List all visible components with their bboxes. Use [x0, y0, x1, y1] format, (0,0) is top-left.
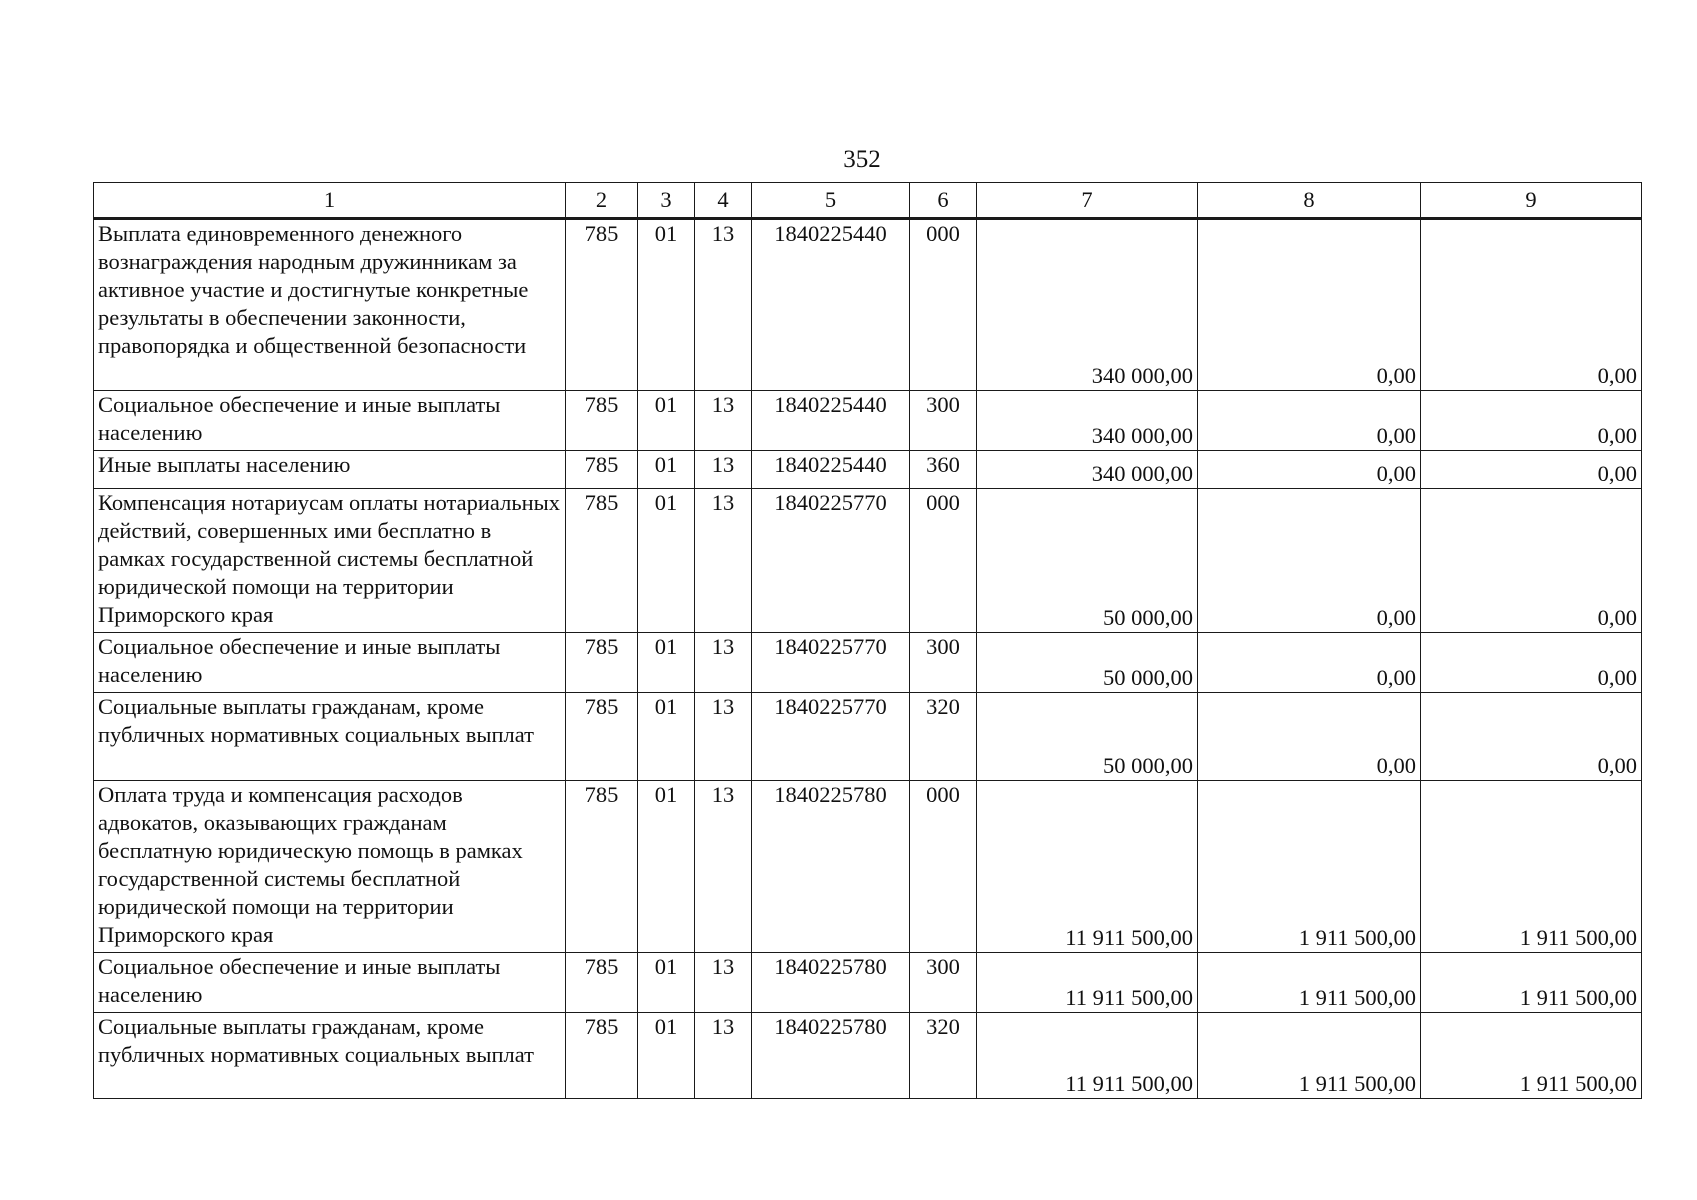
grbs-code: 785 — [566, 1013, 638, 1099]
table-row — [94, 489, 1642, 633]
expense-type-code: 300 — [910, 391, 977, 451]
subsection-code: 13 — [695, 451, 752, 489]
amount-col8: 1 911 500,00 — [1198, 781, 1421, 953]
expense-type-code: 300 — [910, 633, 977, 693]
grbs-code: 785 — [566, 693, 638, 781]
column-header: 9 — [1421, 183, 1642, 219]
expense-type-code: 000 — [910, 219, 977, 391]
expense-type-code: 300 — [910, 953, 977, 1013]
subsection-code: 13 — [695, 633, 752, 693]
column-header: 5 — [752, 183, 910, 219]
subsection-code: 13 — [695, 1013, 752, 1099]
grbs-code: 785 — [566, 391, 638, 451]
grbs-code: 785 — [566, 451, 638, 489]
amount-col7: 11 911 500,00 — [977, 1013, 1198, 1099]
target-article-code: 1840225440 — [752, 391, 910, 451]
target-article-code: 1840225770 — [752, 633, 910, 693]
amount-col7: 50 000,00 — [977, 489, 1198, 633]
subsection-code: 13 — [695, 781, 752, 953]
page-number: 352 — [843, 146, 881, 173]
amount-col9: 0,00 — [1421, 693, 1642, 781]
grbs-code: 785 — [566, 953, 638, 1013]
grbs-code: 785 — [566, 781, 638, 953]
amount-col8: 0,00 — [1198, 451, 1421, 489]
subsection-code: 13 — [695, 693, 752, 781]
budget-table — [93, 182, 1642, 1099]
section-code: 01 — [638, 953, 695, 1013]
expense-type-code: 000 — [910, 489, 977, 633]
expense-name: Иные выплаты населению — [94, 451, 566, 489]
target-article-code: 1840225440 — [752, 451, 910, 489]
section-code: 01 — [638, 633, 695, 693]
amount-col9: 1 911 500,00 — [1421, 781, 1642, 953]
expense-name: Социальные выплаты гражданам, кроме публичных нормативных социальных выплат — [94, 693, 566, 781]
column-header: 3 — [638, 183, 695, 219]
amount-col7: 340 000,00 — [977, 451, 1198, 489]
section-code: 01 — [638, 489, 695, 633]
section-code: 01 — [638, 451, 695, 489]
amount-col8: 1 911 500,00 — [1198, 953, 1421, 1013]
table-row — [94, 1013, 1642, 1099]
expense-name: Социальные выплаты гражданам, кроме публичных нормативных социальных выплат — [94, 1013, 566, 1099]
grbs-code: 785 — [566, 489, 638, 633]
amount-col9: 0,00 — [1421, 219, 1642, 391]
table-row — [94, 633, 1642, 693]
amount-col7: 340 000,00 — [977, 219, 1198, 391]
subsection-code: 13 — [695, 953, 752, 1013]
expense-type-code: 360 — [910, 451, 977, 489]
table-row — [94, 451, 1642, 489]
amount-col9: 0,00 — [1421, 489, 1642, 633]
table-row — [94, 693, 1642, 781]
expense-name: Социальное обеспечение и иные выплаты населению — [94, 953, 566, 1013]
amount-col7: 50 000,00 — [977, 693, 1198, 781]
amount-col9: 0,00 — [1421, 391, 1642, 451]
target-article-code: 1840225770 — [752, 489, 910, 633]
amount-col9: 0,00 — [1421, 451, 1642, 489]
column-header: 2 — [566, 183, 638, 219]
section-code: 01 — [638, 781, 695, 953]
amount-col7: 340 000,00 — [977, 391, 1198, 451]
amount-col9: 1 911 500,00 — [1421, 953, 1642, 1013]
column-header: 7 — [977, 183, 1198, 219]
amount-col7: 11 911 500,00 — [977, 781, 1198, 953]
column-header: 4 — [695, 183, 752, 219]
section-code: 01 — [638, 219, 695, 391]
expense-name: Выплата единовременного денежного вознаграждения народным дружинникам за активное участие и достигнутые конкретные результаты в обеспечении законности, правопорядка и общественной безопасности — [94, 219, 566, 391]
table-row — [94, 781, 1642, 953]
target-article-code: 1840225770 — [752, 693, 910, 781]
expense-name: Компенсация нотариусам оплаты нотариальных действий, совершенных ими бесплатно в рамках государственной системы бесплатной юридической помощи на территории Приморского края — [94, 489, 566, 633]
expense-name: Оплата труда и компенсация расходов адвокатов, оказывающих гражданам бесплатную юридическую помощь в рамках государственной системы бесплатной юридической помощи на территории Приморского края — [94, 781, 566, 953]
expense-type-code: 320 — [910, 1013, 977, 1099]
expense-name: Социальное обеспечение и иные выплаты населению — [94, 633, 566, 693]
grbs-code: 785 — [566, 219, 638, 391]
section-code: 01 — [638, 391, 695, 451]
amount-col8: 1 911 500,00 — [1198, 1013, 1421, 1099]
table-row — [94, 219, 1642, 391]
expense-type-code: 000 — [910, 781, 977, 953]
grbs-code: 785 — [566, 633, 638, 693]
amount-col8: 0,00 — [1198, 391, 1421, 451]
amount-col8: 0,00 — [1198, 219, 1421, 391]
amount-col8: 0,00 — [1198, 693, 1421, 781]
target-article-code: 1840225780 — [752, 781, 910, 953]
expense-name: Социальное обеспечение и иные выплаты населению — [94, 391, 566, 451]
section-code: 01 — [638, 693, 695, 781]
amount-col7: 11 911 500,00 — [977, 953, 1198, 1013]
table-row — [94, 391, 1642, 451]
target-article-code: 1840225780 — [752, 953, 910, 1013]
target-article-code: 1840225440 — [752, 219, 910, 391]
amount-col9: 1 911 500,00 — [1421, 1013, 1642, 1099]
amount-col7: 50 000,00 — [977, 633, 1198, 693]
subsection-code: 13 — [695, 391, 752, 451]
subsection-code: 13 — [695, 219, 752, 391]
amount-col8: 0,00 — [1198, 633, 1421, 693]
column-header: 6 — [910, 183, 977, 219]
column-header: 8 — [1198, 183, 1421, 219]
target-article-code: 1840225780 — [752, 1013, 910, 1099]
column-header: 1 — [94, 183, 566, 219]
amount-col9: 0,00 — [1421, 633, 1642, 693]
subsection-code: 13 — [695, 489, 752, 633]
amount-col8: 0,00 — [1198, 489, 1421, 633]
header-row — [94, 183, 1642, 219]
expense-type-code: 320 — [910, 693, 977, 781]
table-row — [94, 953, 1642, 1013]
section-code: 01 — [638, 1013, 695, 1099]
